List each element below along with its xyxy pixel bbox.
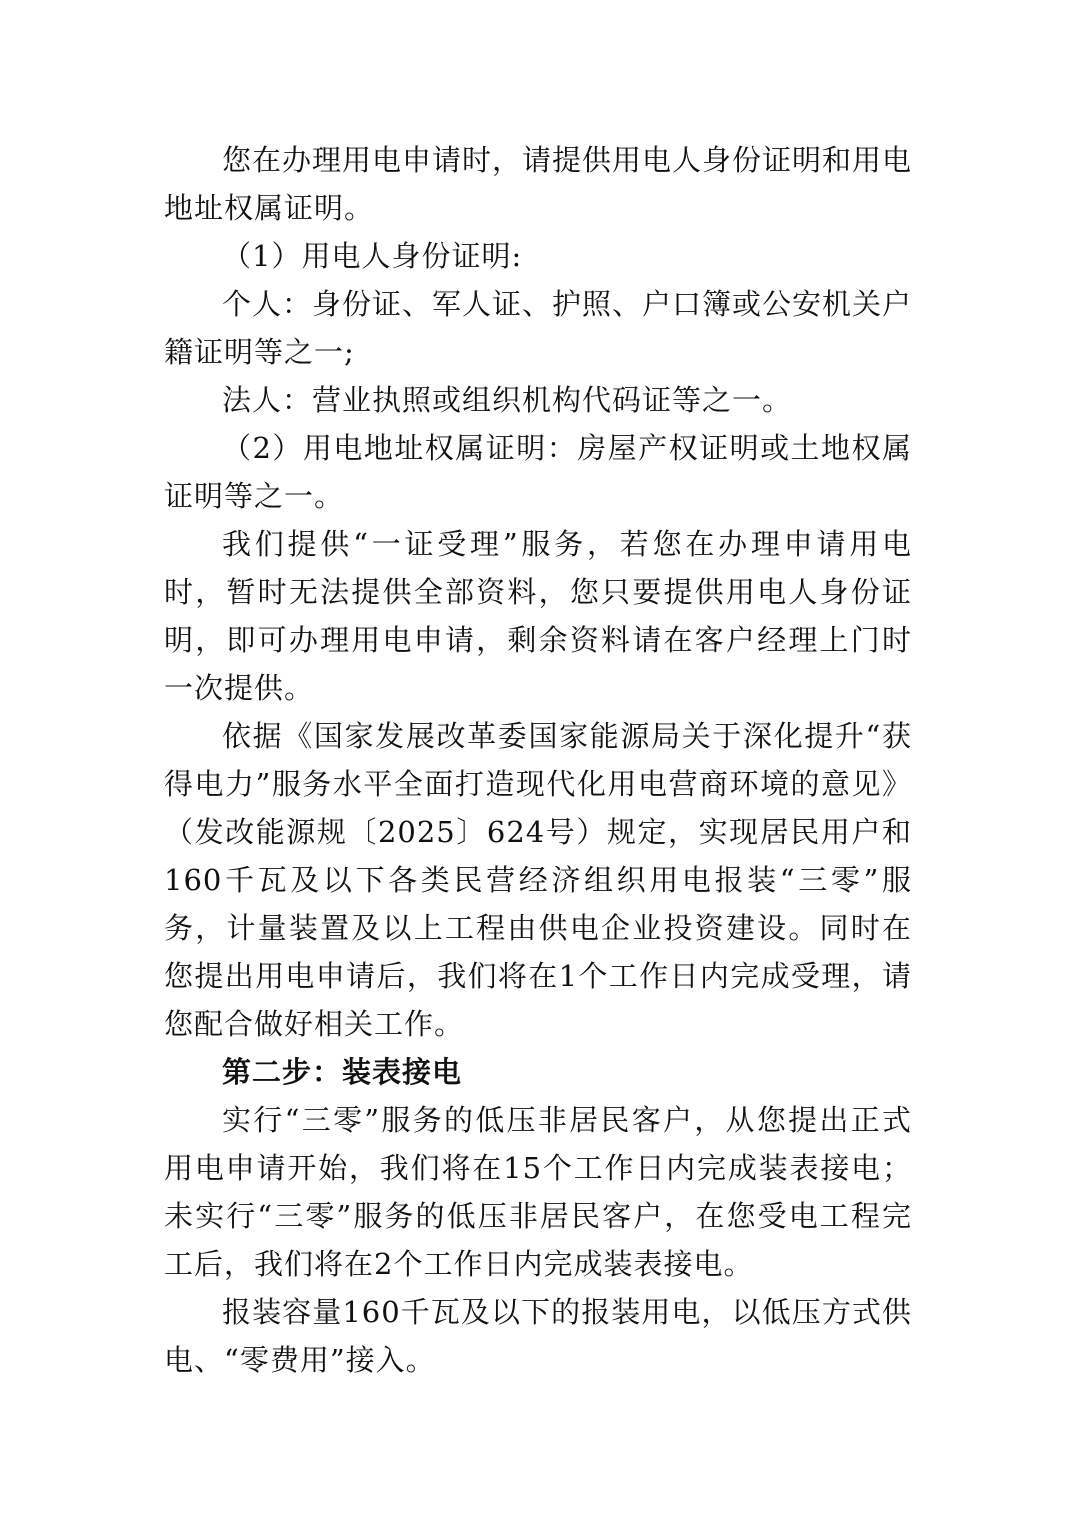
paragraph-zero-cost-access: 报装容量160千瓦及以下的报装用电，以低压方式供电、“零费用”接入。	[164, 1295, 912, 1377]
paragraph-policy-basis: 依据《国家发展改革委国家能源局关于深化提升“获得电力”服务水平全面打造现代化用电营商环境的意见》（发改能源规〔2025〕624号）规定，实现居民用户和160千瓦及以下各类民营经济组织用电报装“三零”服务，计量装置及以上工程由供电企业投资建设。同时在您提出用电申请后，我们将在1个工作日内完成受理，请您配合做好相关工作。	[164, 719, 912, 1041]
paragraph-individual-ids: 个人：身份证、军人证、护照、户口簿或公安机关户籍证明等之一;	[164, 287, 913, 369]
paragraph-identity-proof-title: （1）用电人身份证明:	[222, 239, 523, 273]
document-body	[164, 136, 912, 1384]
paragraph-address-ownership-proof: （2）用电地址权属证明：房屋产权证明或土地权属证明等之一。	[164, 431, 912, 513]
section-heading-step-two: 第二步：装表接电	[222, 1055, 463, 1089]
paragraph-legal-entity-ids: 法人：营业执照或组织机构代码证等之一。	[222, 383, 793, 417]
paragraph-required-documents: 您在办理用电申请时，请提供用电人身份证明和用电地址权属证明。	[164, 143, 913, 225]
paragraph-meter-installation: 实行“三零”服务的低压非居民客户，从您提出正式用电申请开始，我们将在15个工作日内完成装表接电；未实行“三零”服务的低压非居民客户，在您受电工程完工后，我们将在2个工作日内完成装表接电。	[164, 1103, 912, 1281]
paragraph-one-certificate-service: 我们提供“一证受理”服务，若您在办理申请用电时，暂时无法提供全部资料，您只要提供用电人身份证明，即可办理用电申请，剩余资料请在客户经理上门时一次提供。	[164, 527, 912, 705]
